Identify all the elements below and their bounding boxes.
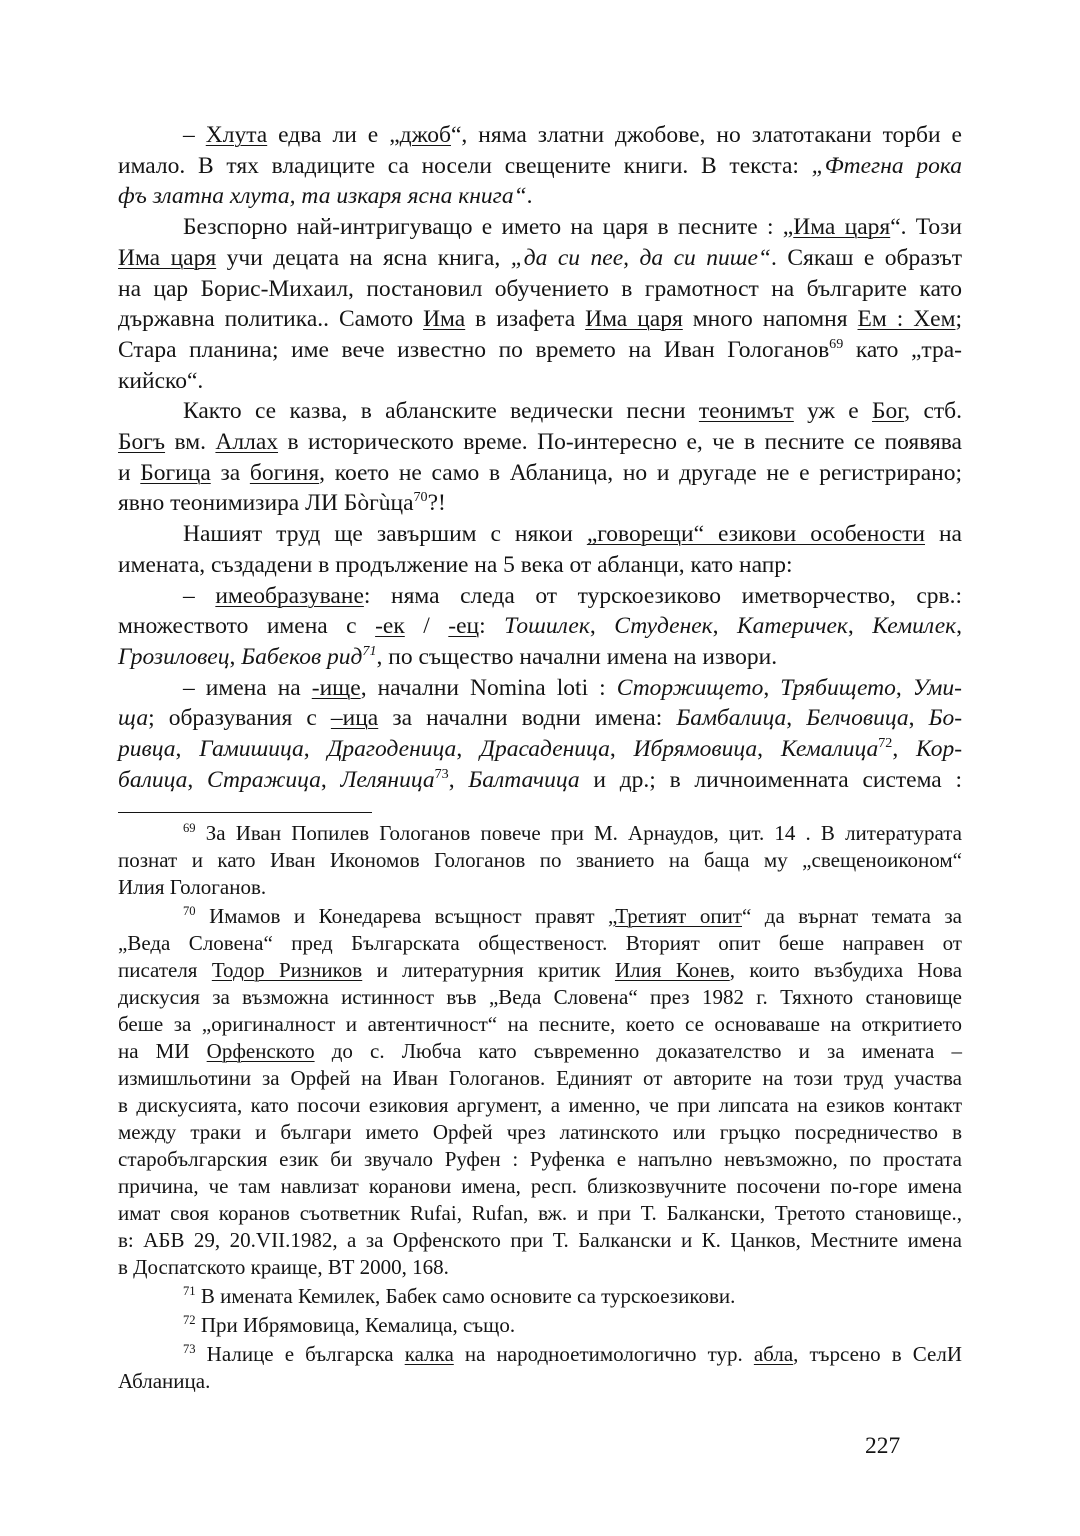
paragraph <box>118 581 962 673</box>
text-run: едва ли е „ <box>267 122 400 148</box>
text-run: , по същество начални имена на извори. <box>376 643 778 670</box>
underlined-term: -ец <box>448 613 480 640</box>
underlined-term: Третият опит <box>615 904 742 928</box>
text-run: , <box>712 613 738 640</box>
footnote-marker: 72 <box>878 735 893 752</box>
text-line <box>118 304 962 335</box>
text-run: и др.; в личноименната система : <box>579 766 963 793</box>
text-line <box>118 427 962 458</box>
text-run: на <box>925 521 962 548</box>
text-run: , <box>320 766 341 793</box>
text-line <box>118 151 962 182</box>
text-line <box>118 212 962 243</box>
italic-text: Кемалица <box>780 736 879 763</box>
text-run: и <box>118 459 141 486</box>
underlined-term: Има царя <box>585 306 683 333</box>
text-line <box>118 1038 962 1065</box>
text-run: имало. В тях владиците са носели свещените книги. В текста: <box>118 152 812 179</box>
text-run: до с. Любча като съвременно доказателство и за имената – <box>314 1039 963 1063</box>
text-run: ?! <box>427 490 446 517</box>
text-line <box>118 847 962 874</box>
text-run: В имената Кемилек, Бабек само основите са турскоезикови. <box>195 1284 736 1308</box>
text-line <box>118 984 962 1011</box>
text-run: , <box>175 736 200 763</box>
text-line <box>118 1092 962 1119</box>
text-line <box>118 1011 962 1038</box>
text-run: между траки и българи името Орфей чрез латинското или гръцко посредничество в <box>118 1120 962 1144</box>
italic-text: Кор- <box>916 736 963 763</box>
text-run: : <box>479 613 505 640</box>
footnote <box>118 903 962 1281</box>
underlined-term: теонимът <box>698 398 794 425</box>
text-run: множеството имена с <box>118 613 376 640</box>
underlined-term: Хлута <box>205 122 268 148</box>
text-run: , <box>763 674 781 701</box>
text-run: , <box>187 766 207 793</box>
text-line <box>118 1254 962 1281</box>
text-line <box>118 181 962 212</box>
text-run: , <box>609 736 634 763</box>
underlined-term: Илия Конев <box>614 958 730 982</box>
text-line <box>118 1227 962 1254</box>
text-run: познат и като Иван Икономов Гологанов по званието на баща му „свещеноиконом“ <box>118 848 962 872</box>
text-line <box>118 243 962 274</box>
footnote-marker: 72 <box>183 1313 196 1327</box>
text-run: , <box>786 705 807 732</box>
underlined-term: Тодор Ризников <box>211 958 363 982</box>
text-line <box>118 120 962 151</box>
text-run: , стб. <box>904 398 962 425</box>
italic-text: Бабеков рид <box>241 643 363 670</box>
italic-text: Драгоденица <box>327 736 457 763</box>
text-run: беше за „оригиналност и автентичност“ на песните, което се основаваше на откритието <box>118 1012 962 1036</box>
text-run: за начални водни имена: <box>378 705 677 732</box>
footnote-marker: 73 <box>434 765 449 782</box>
text-run: явно теонимизира ЛИ Бòгùца <box>118 490 414 517</box>
text-line <box>118 703 962 734</box>
underlined-term: -ек <box>375 613 405 640</box>
text-line <box>118 903 962 930</box>
italic-text: „Фтегна рока <box>811 152 962 179</box>
text-run: ; <box>955 306 963 333</box>
italic-text: Трябището <box>780 674 896 701</box>
text-run: , търсено в СелИ <box>793 1342 962 1366</box>
text-line <box>118 488 962 519</box>
footnote <box>118 1312 962 1339</box>
text-run: измишльотини за Орфей на Иван Гологанов. Единият от авторите на този труд участва <box>118 1066 962 1090</box>
text-run: , <box>229 643 242 670</box>
text-run: на цар Борис-Михаил, постановил обучението в грамотност на българите като <box>118 275 962 302</box>
text-run: уж е <box>793 398 872 425</box>
text-line <box>118 1065 962 1092</box>
text-run: , <box>892 736 917 763</box>
text-run: „Веда Словена“ пред Българската общественост. Вторият опит беше направен от <box>118 931 962 955</box>
text-run: , <box>456 736 480 763</box>
italic-text: Грозиловец <box>118 643 230 670</box>
text-line <box>118 734 962 765</box>
text-run: дискусия за възможна истинност във „Веда Словена“ през 1982 г. Тяхното становище <box>118 985 962 1009</box>
italic-text: балица <box>118 766 188 793</box>
paragraph <box>118 519 962 580</box>
text-run: като „тра- <box>843 336 962 363</box>
text-run: При Ибрямовица, Кемалица, също. <box>195 1313 516 1337</box>
text-run: имат своя коранов съответник Rufai, Rufan, вж. и при Т. Балкански, Третото становище., <box>118 1201 962 1225</box>
text-line <box>118 765 962 796</box>
text-run: Налице е българска <box>195 1342 405 1366</box>
footnote-marker: 73 <box>183 1342 196 1356</box>
italic-text: Драсаденица <box>480 736 610 763</box>
text-line <box>118 1200 962 1227</box>
text-line <box>118 1119 962 1146</box>
underlined-term: богиня <box>249 459 320 486</box>
text-run: старобългарския език би звучало Руфен : Руфенка е напълно невъзможно, по простата <box>118 1147 962 1171</box>
paragraph <box>118 212 962 396</box>
underlined-term: Аллах <box>215 429 279 456</box>
text-line <box>118 366 962 397</box>
underlined-term: -ище <box>311 674 361 701</box>
text-run: – имена на <box>183 674 312 701</box>
text-line <box>118 930 962 957</box>
text-run: За Иван Попилев Гологанов повече при М. Арнаудов, цит. 14 . В литературата <box>195 821 962 845</box>
underlined-term: „говорещи“ езикови особености <box>586 521 925 548</box>
italic-text: „да си пее, да си пише“ <box>510 244 771 271</box>
text-line <box>118 458 962 489</box>
text-run: в Доспатското краище, ВТ 2000, 168. <box>118 1255 449 1279</box>
underlined-term: имеобразуване <box>215 582 364 609</box>
text-run: в дискусията, като посочи езиковия аргумент, а именно, че при липсата на езиков контакт <box>118 1093 962 1117</box>
text-line <box>118 1173 962 1200</box>
footnote-marker: 71 <box>362 643 377 660</box>
text-line <box>118 1312 962 1339</box>
text-run: имената, създадени в продължение на 5 века от абланци, като напр: <box>118 551 793 578</box>
text-run: Имамов и Конедарева всъщност правят „ <box>195 904 616 928</box>
text-run: кийско“. <box>118 367 204 394</box>
underlined-term: Богица <box>140 459 211 486</box>
text-run: , <box>908 705 929 732</box>
text-run: , начални Nomina loti : <box>360 674 617 701</box>
text-run: на МИ <box>118 1039 207 1063</box>
text-run: . <box>526 183 533 210</box>
text-run: , <box>956 613 963 640</box>
paragraph <box>118 120 962 212</box>
footnote-rule <box>118 812 372 813</box>
text-line <box>118 274 962 305</box>
text-run: , <box>448 766 469 793</box>
text-line <box>118 957 962 984</box>
italic-text: фъ златна хлута, та изкаря ясна книга“ <box>118 183 527 210</box>
italic-text: Белчовица <box>806 705 909 732</box>
text-line <box>118 1146 962 1173</box>
text-line <box>118 335 962 366</box>
italic-text: Кемилек <box>872 613 957 640</box>
text-run: вм. <box>165 429 216 456</box>
footnote <box>118 820 962 901</box>
text-line <box>118 673 962 704</box>
text-line <box>118 611 962 642</box>
text-run: в историческото време. По-интересно е, че в песните се появява <box>278 429 962 456</box>
text-run: много напомня <box>682 306 858 333</box>
underlined-term: Бог <box>871 398 905 425</box>
text-run: Стара планина; име вече известно по времето на Иван Гологанов <box>118 336 830 363</box>
footnote-marker: 69 <box>183 821 196 835</box>
text-run: – <box>183 122 206 148</box>
text-run: Безспорно най-интригуващо е името на царя в песните : „ <box>183 214 794 241</box>
underlined-term: Има царя <box>118 244 217 271</box>
text-run: Абланица. <box>118 1369 211 1393</box>
text-run: , <box>589 613 615 640</box>
text-run: Нашият труд ще завършим с някои <box>183 521 587 548</box>
text-run: “ да върнат темата за <box>742 904 962 928</box>
text-line <box>118 874 962 901</box>
underlined-term: Има царя <box>793 214 891 241</box>
underlined-term: Орфенското <box>206 1039 315 1063</box>
text-run: , <box>757 736 781 763</box>
text-run: и литературния критик <box>362 958 615 982</box>
italic-text: Бамбалица <box>676 705 787 732</box>
text-run: “. Този <box>890 214 962 241</box>
italic-text: Балтачица <box>468 766 580 793</box>
underlined-term: Ем : Хем <box>857 306 956 333</box>
text-run: . Сякаш е образът <box>771 244 962 271</box>
text-run: учи децата на ясна книга, <box>216 244 511 271</box>
text-line <box>118 1283 962 1310</box>
underlined-term: –ица <box>330 705 379 732</box>
italic-text: Стражица <box>206 766 321 793</box>
page-number: 227 <box>865 1433 901 1459</box>
text-run: в изафета <box>465 306 586 333</box>
text-run: “, няма златни джобове, но златотакани торби е <box>450 122 962 148</box>
paragraph <box>118 396 962 519</box>
text-run: , <box>303 736 328 763</box>
text-run: писателя <box>118 958 212 982</box>
underlined-term: абла <box>753 1342 794 1366</box>
italic-text: Тошилек <box>504 613 590 640</box>
footnote-marker: 69 <box>829 336 844 353</box>
text-run: : няма следа от турскоезиково иметворчество, срв.: <box>363 582 963 609</box>
footnote-marker: 71 <box>183 1284 196 1298</box>
text-run: Както се казва, в абланските ведически песни <box>183 398 699 425</box>
underlined-term: Има <box>423 306 466 333</box>
text-run: – <box>183 582 216 609</box>
paragraph <box>118 673 962 796</box>
text-line <box>118 396 962 427</box>
underlined-term: Богъ <box>118 429 166 456</box>
italic-text: Ибрямовица <box>633 736 758 763</box>
text-line <box>118 642 962 673</box>
text-run: държавна политика.. Самото <box>118 306 424 333</box>
text-run: в: АБВ 29, 20.VII.1982, а за Орфенското при Т. Балкански и К. Цанков, Местните имена <box>118 1228 962 1252</box>
italic-text: ривца <box>118 736 176 763</box>
text-line <box>118 550 962 581</box>
underlined-term: калка <box>404 1342 454 1366</box>
main-text <box>118 120 962 795</box>
footnote <box>118 1341 962 1395</box>
footnote-marker: 70 <box>413 489 428 506</box>
text-line <box>118 519 962 550</box>
italic-text: Гамишица <box>199 736 304 763</box>
footnote <box>118 1283 962 1310</box>
italic-text: Катеричек <box>737 613 848 640</box>
footnotes <box>118 820 962 1395</box>
text-run: , <box>895 674 913 701</box>
italic-text: Уми- <box>912 674 962 701</box>
text-line <box>118 1341 962 1368</box>
italic-text: Сторжището <box>616 674 764 701</box>
text-run: / <box>404 613 449 640</box>
text-run: ; образувания с <box>148 705 331 732</box>
italic-text: ща <box>118 705 149 732</box>
text-line <box>118 820 962 847</box>
italic-text: Студенек <box>614 613 713 640</box>
text-line <box>118 581 962 612</box>
text-run: , <box>847 613 873 640</box>
text-run: Илия Гологанов. <box>118 875 267 899</box>
footnote-marker: 70 <box>183 904 196 918</box>
text-run: , което не само в Абланица, но и другаде не е регистрирано; <box>319 459 962 486</box>
underlined-term: джоб <box>399 122 451 148</box>
text-line <box>118 1368 962 1395</box>
text-run: за <box>210 459 250 486</box>
italic-text: Бо- <box>928 705 963 732</box>
text-run: на народноетимологично тур. <box>453 1342 754 1366</box>
text-run: , които възбудиха Нова <box>729 958 963 982</box>
italic-text: Леляница <box>340 766 435 793</box>
text-run: причина, че там навлизат коранови имена, респ. близкозвучните посочени по-горе имена <box>118 1174 962 1198</box>
